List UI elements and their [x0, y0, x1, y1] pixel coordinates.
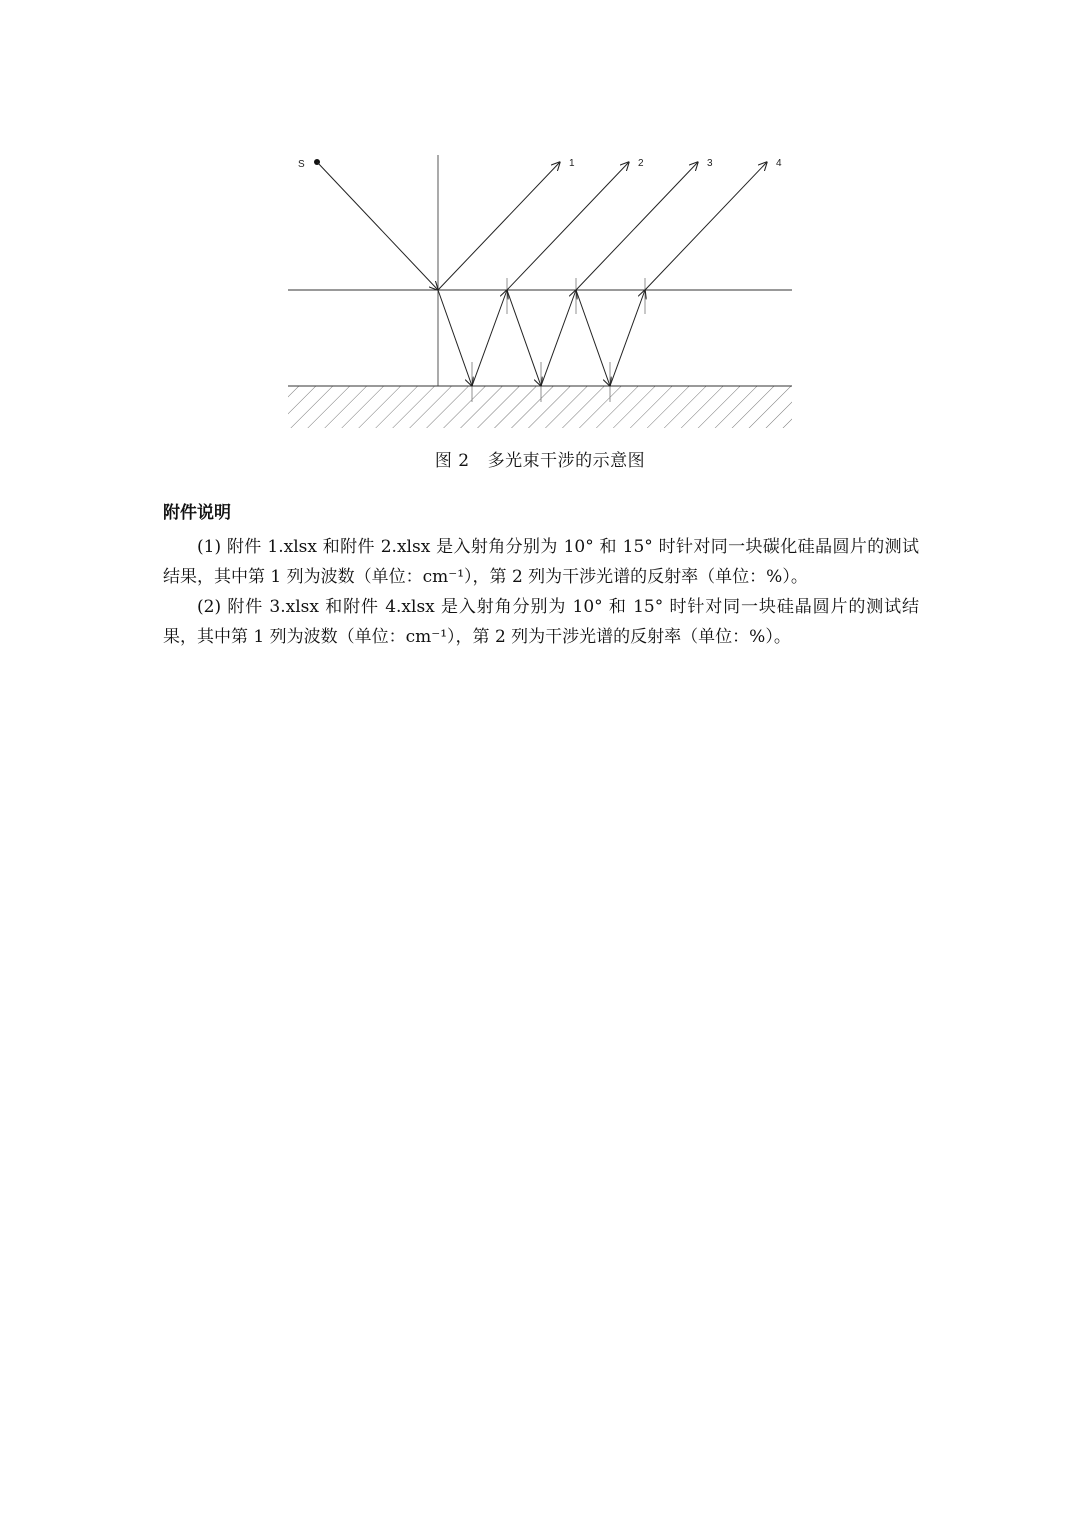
internal-ray-up	[610, 290, 645, 386]
internal-ray-down	[576, 290, 610, 386]
figure-number: 图 2	[434, 451, 470, 471]
paragraph-2: (2) 附件 3.xlsx 和附件 4.xlsx 是入射角分别为 10° 和 15° 时针对同一块硅晶圆片的测试结果，其中第 1 列为波数（单位：cm⁻¹），第 2 列为干涉光谱的反射率（单位：%）。	[163, 597, 919, 647]
internal-ray-down	[507, 290, 541, 386]
attachment-notes	[163, 500, 919, 652]
ray-label-1: 1	[569, 158, 575, 169]
substrate-hatching	[288, 386, 792, 428]
internal-ray-up	[541, 290, 576, 386]
ray-label-3: 3	[707, 158, 713, 169]
ray-label-4: 4	[776, 158, 782, 169]
reflected-ray-2	[507, 162, 629, 290]
incident-ray	[317, 162, 438, 290]
internal-ray-down	[438, 290, 472, 386]
multi-beam-interference-diagram	[280, 150, 800, 435]
source-label: S	[298, 159, 305, 170]
reflected-ray-1	[438, 162, 560, 290]
figure-caption	[0, 446, 1080, 471]
reflected-ray-4	[645, 162, 767, 290]
reflected-ray-3	[576, 162, 698, 290]
paragraph-1: (1) 附件 1.xlsx 和附件 2.xlsx 是入射角分别为 10° 和 15° 时针对同一块碳化硅晶圆片的测试结果，其中第 1 列为波数（单位：cm⁻¹），第 2 列为干涉光谱的反射率（单位：%）。	[163, 537, 919, 587]
internal-ray-up	[472, 290, 507, 386]
ray-label-2: 2	[638, 158, 644, 169]
figure-title: 多光束干涉的示意图	[487, 451, 646, 471]
section-title: 附件说明	[163, 503, 231, 523]
diagram-canvas	[280, 150, 800, 435]
